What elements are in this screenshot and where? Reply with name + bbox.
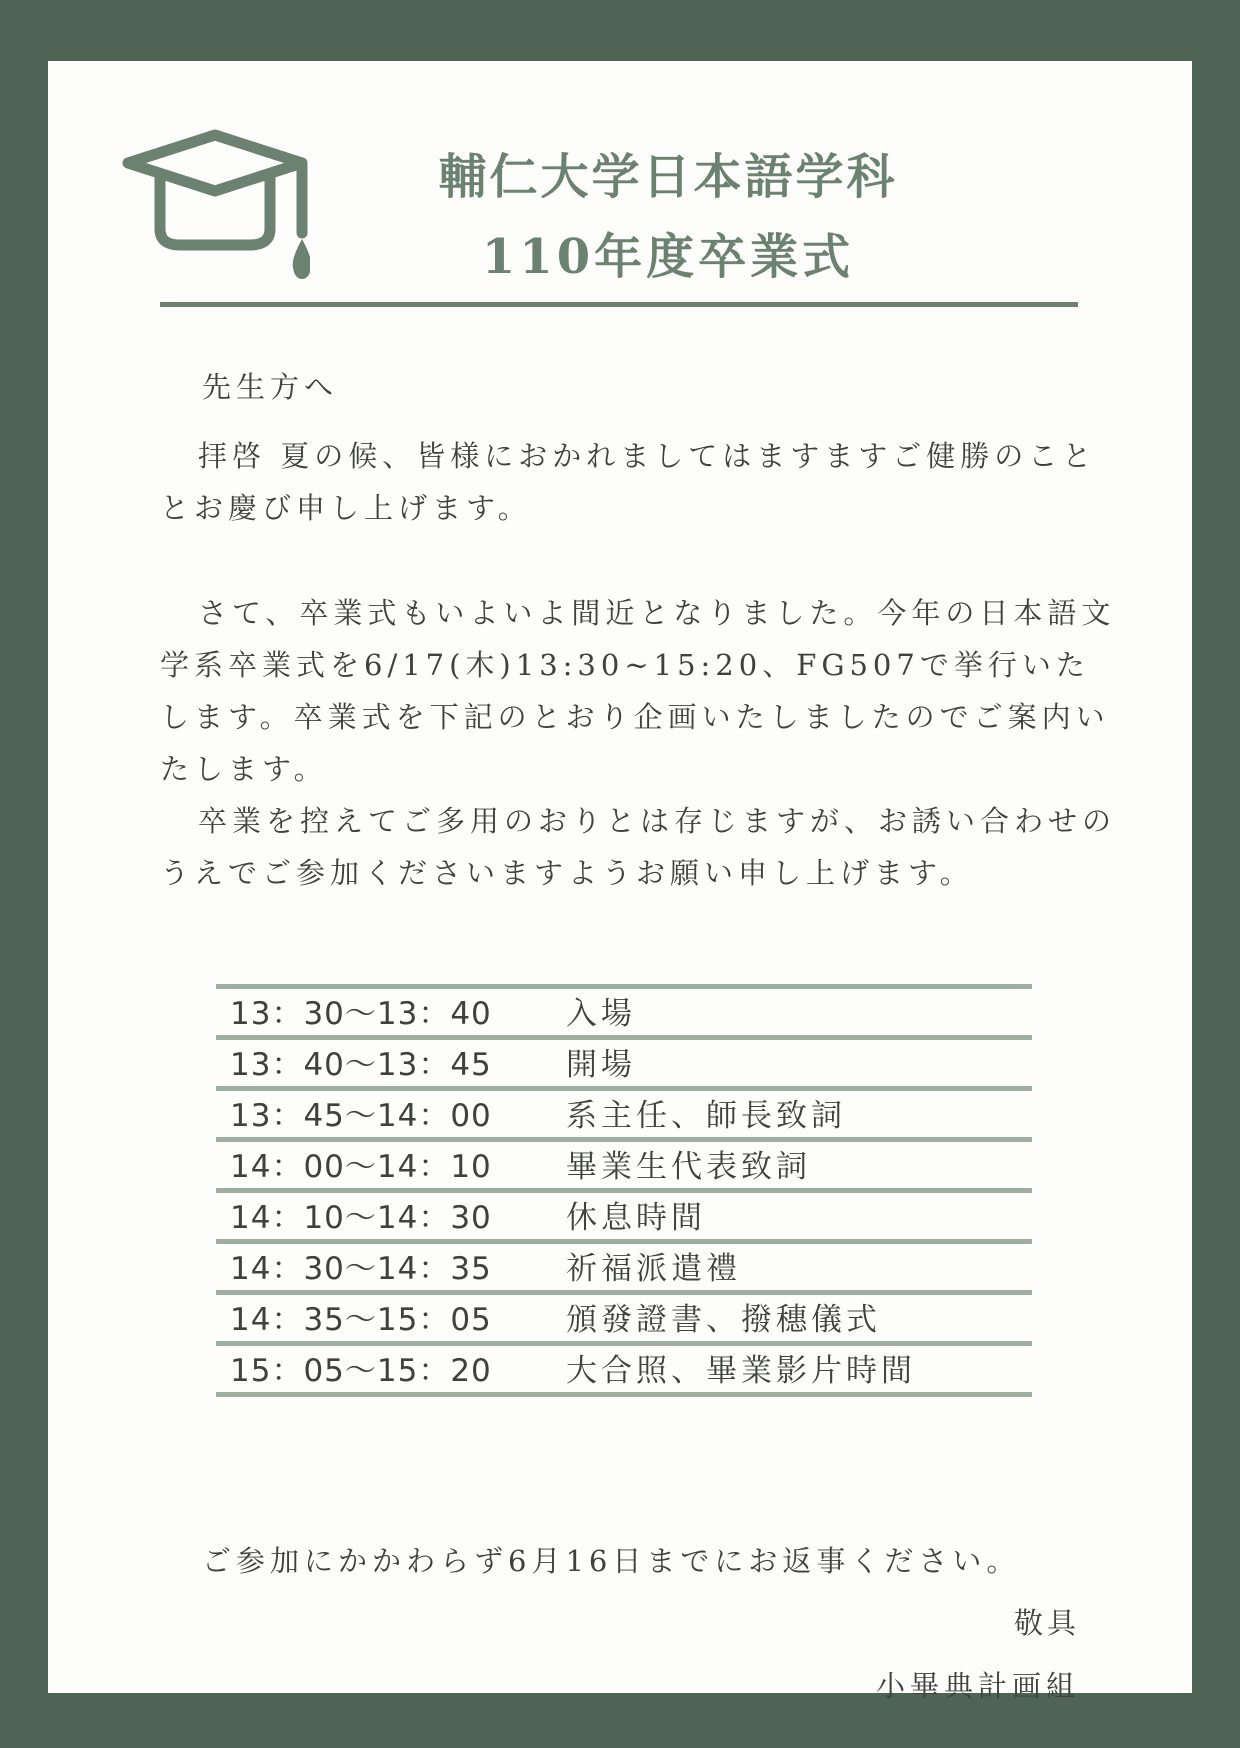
schedule-row [216, 989, 1032, 1040]
schedule-time: 14：35～15：05 [230, 1302, 492, 1338]
schedule-row [216, 1142, 1032, 1193]
schedule-event: 畢業生代表致詞 [566, 1149, 811, 1185]
schedule-row [216, 1193, 1032, 1244]
schedule-time: 13：45～14：00 [230, 1098, 492, 1134]
schedule-event: 系主任、師長致詞 [566, 1098, 846, 1134]
title-divider [160, 302, 1078, 307]
reply-request: ご参加にかかわらず6月16日までにお返事ください。 [202, 1544, 1021, 1578]
schedule-event: 入場 [566, 996, 636, 1032]
schedule-time: 13：40～13：45 [230, 1047, 492, 1083]
schedule-row [216, 1091, 1032, 1142]
greeting-paragraph: 拝啓 夏の候、皆様におかれましてはますますご健勝のこととお慶び申し上げます。 [160, 439, 1097, 525]
page-title: 輔仁大学日本語学科 [438, 149, 898, 205]
schedule-event: 頒發證書、撥穗儀式 [566, 1302, 881, 1338]
schedule-row [216, 1244, 1032, 1295]
schedule-event: 開場 [566, 1047, 636, 1083]
closing-word: 敬具 [1013, 1606, 1080, 1640]
salutation: 先生方へ [202, 370, 339, 404]
schedule-time: 14：00～14：10 [230, 1149, 492, 1185]
schedule-row [216, 1295, 1032, 1346]
signature: 小畢典計画組 [875, 1669, 1080, 1703]
schedule-time: 14：10～14：30 [230, 1200, 492, 1236]
schedule-event: 祈福派遣禮 [566, 1251, 741, 1287]
schedule-table [216, 984, 1032, 1397]
schedule-row [216, 1346, 1032, 1397]
schedule-row [216, 1040, 1032, 1091]
schedule-event: 大合照、畢業影片時間 [566, 1353, 916, 1389]
announcement-paragraph: さて、卒業式もいよいよ間近となりました。今年の日本語文学系卒業式を6/17(木)13:30~15:20、FG507で挙行いたします。卒業式を下記のとおり企画いたしましたのでご案内いたします。 [160, 596, 1116, 786]
invitation-paragraph: 卒業を控えてご多用のおりとは存じますが、お誘い合わせのうえでご参加くださいますようお願い申し上げます。 [160, 804, 1117, 890]
schedule-event: 休息時間 [566, 1200, 706, 1236]
schedule-time: 15：05～15：20 [230, 1353, 492, 1389]
schedule-time: 13：30～13：40 [230, 996, 492, 1032]
invitation-sheet [48, 61, 1192, 1703]
schedule-time: 14：30～14：35 [230, 1251, 492, 1287]
page-subtitle: 110年度卒業式 [481, 229, 855, 285]
